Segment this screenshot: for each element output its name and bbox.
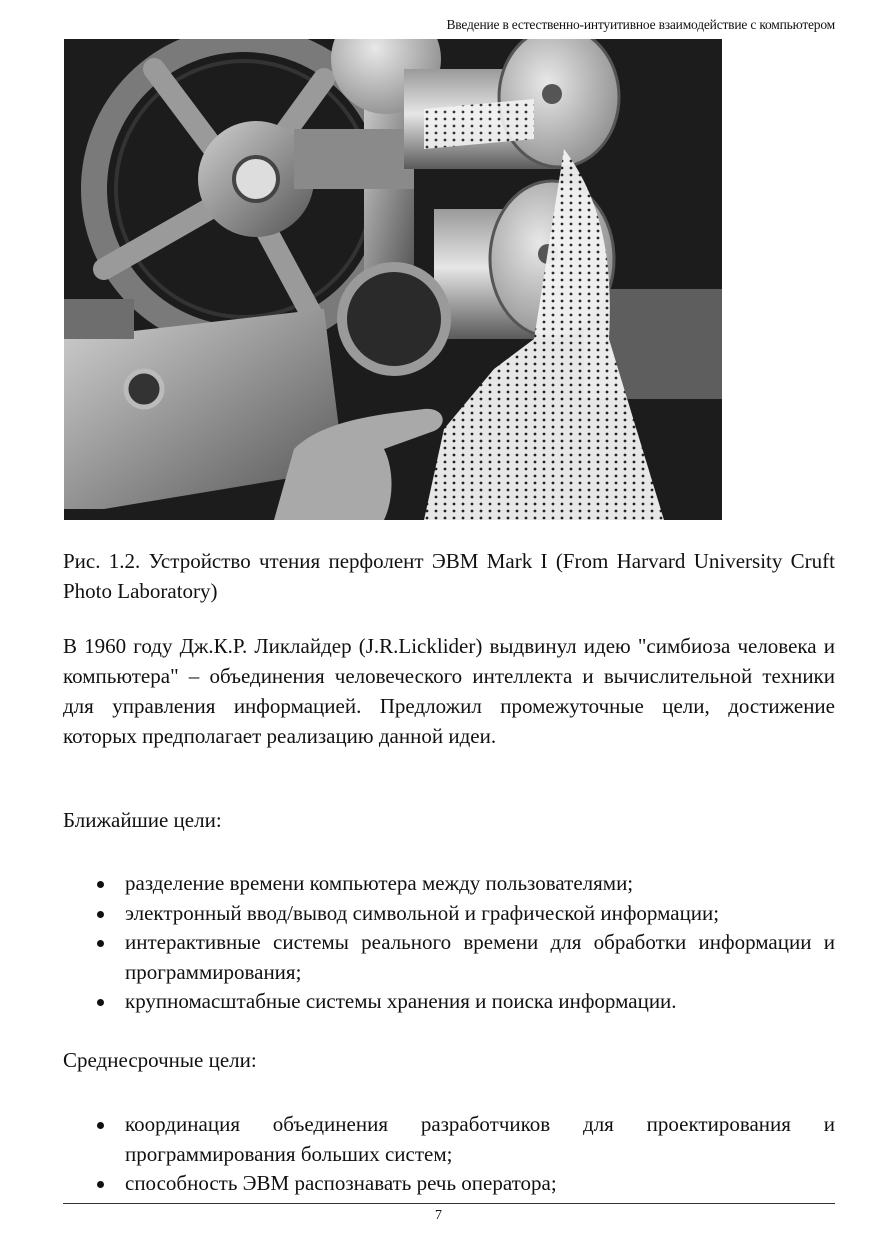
running-header: Введение в естественно-интуитивное взаимодействие с компьютером [446,17,835,32]
bullet-icon [97,940,104,947]
footer-divider [63,1203,835,1204]
figure-caption: Рис. 1.2. Устройство чтения перфолент ЭВМ Mark I (From Harvard University Cruft Photo Laboratory) [63,549,835,603]
mid-goals-heading: Среднесрочные цели: [63,1048,257,1072]
figure-photo [64,39,722,520]
bullet-icon [97,1122,104,1129]
body-paragraph: В 1960 году Дж.К.Р. Ликлайдер (J.R.Licklider) выдвинул идею "симбиоза человека и компьютера" – объединения человеческого интеллекта и вычислительной техники для управления информацией. Предложил промежуточные цели, достижение которых предполагает реализацию данной идеи. [63,634,835,748]
bullet-icon [97,999,104,1006]
list-item: разделение времени компьютера между пользователями; [63,869,835,899]
near-goals-heading: Ближайшие цели: [63,808,222,832]
page-number: 7 [435,1208,442,1223]
list-item: интерактивные системы реального времени для обработки информации и программирования; [63,928,835,987]
mid-goals-list [63,1110,835,1199]
list-item: координация объединения разработчиков для проектирования и программирования больших систем; [63,1110,835,1169]
bullet-icon [97,881,104,888]
list-item: способность ЭВМ распознавать речь оператора; [63,1169,835,1199]
list-item: электронный ввод/вывод символьной и графической информации; [63,899,835,929]
list-item: крупномасштабные системы хранения и поиска информации. [63,987,835,1017]
bullet-icon [97,911,104,918]
near-goals-list [63,869,835,1017]
bullet-icon [97,1181,104,1188]
